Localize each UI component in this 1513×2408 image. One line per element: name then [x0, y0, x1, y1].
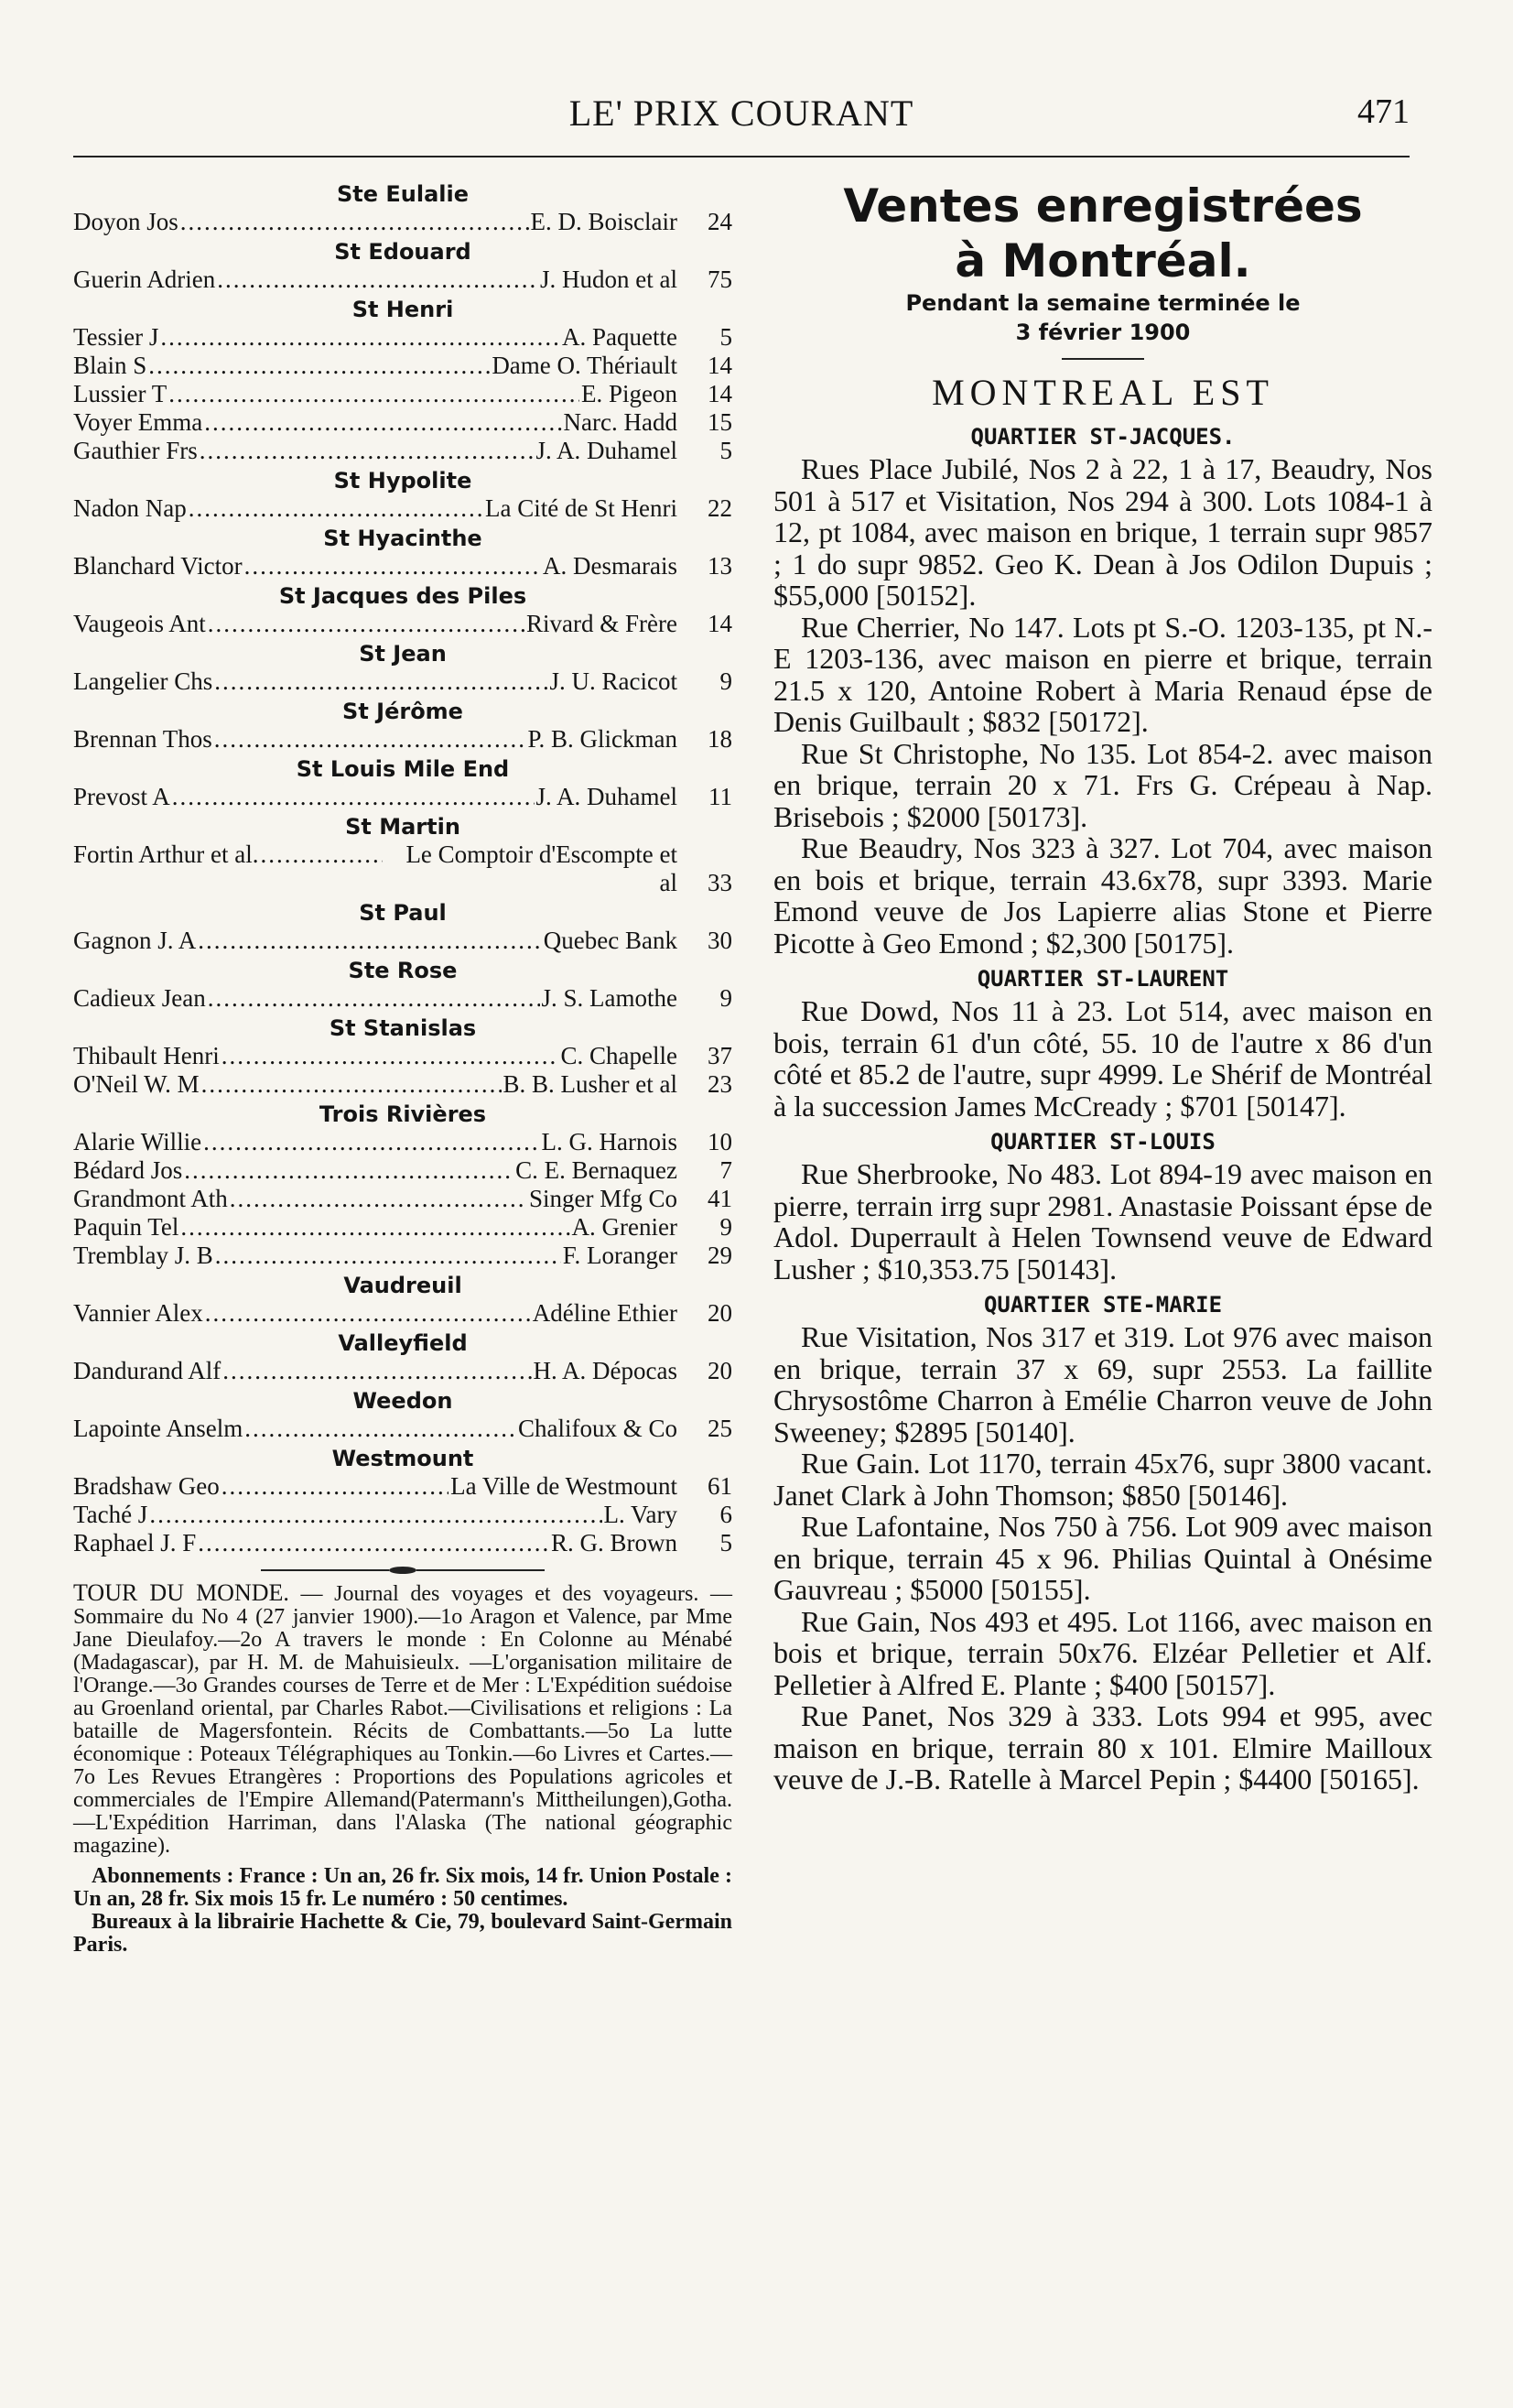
transaction-row: [73, 437, 732, 465]
amount: 15: [708, 408, 732, 436]
dot-leader: [148, 352, 490, 380]
transaction-row: [73, 1128, 732, 1156]
amount: 5: [719, 323, 732, 351]
locality-heading: St Jean: [359, 641, 447, 667]
defendant-name: Guerin Adrien: [73, 266, 216, 293]
sales-title-line1: Ventes enregistrées: [843, 179, 1363, 233]
transaction-row: [73, 1357, 732, 1385]
dot-leader: [222, 1357, 531, 1385]
plaintiff-name: J. A. Duhamel: [535, 437, 677, 464]
sale-entry: Rue Cherrier, No 147. Lots pt S.-O. 1203-135, pt N.-E 1203-136, avec maison en pierre et brique, terrain 21.5 x 120, Antoine Robert à Maria Renaud épse de Denis Guilbault ; $832 [50172].: [773, 610, 1432, 738]
tour-text: — Journal des voyages et des voyageurs. — Sommaire du No 4 (27 janvier 1900).—1o Aragon et Valence, par Mme Jane Dieulafoy.—2o A travers le monde : En Colonne au Ménabé (Madagascar), par H. M. de Mahuisieulx. —L'organisation militaire de l'Orange.—3o Grandes courses de Terre et de Mer : L'Expédition suédoise au Groenland oriental, par Charles Rabot.—Civilisations et religions : La bataille de Magersfontein. Récits de Combattants.—5o La lutte économique : Poteaux Télégraphiques au Tonkin.—6o Livres et Cartes.—7o Les Revues Etrangères : Proportions des Populations agricoles et commerciales de l'Empire Allemand(Patermann's Mittheilungen),Gotha. —L'Expédition Harriman, dans l'Alaska (The national géographic magazine).: [73, 1582, 732, 1858]
quartiers-list: [773, 420, 1432, 1795]
quartier-heading: QUARTIER STE-MARIE: [983, 1292, 1223, 1318]
amount: 6: [719, 1501, 732, 1528]
quartier-heading: QUARTIER ST-LOUIS: [990, 1129, 1216, 1155]
left-column: [73, 179, 732, 1957]
defendant-name: Bradshaw Geo: [73, 1472, 220, 1500]
transaction-row: [73, 1472, 732, 1501]
locality-heading: St Hypolite: [333, 468, 472, 494]
header-rule: [73, 156, 1410, 157]
sale-entry: Rue Beaudry, Nos 323 à 327. Lot 704, avec maison en bois et brique, terrain 43.6x78, supr 3393. Marie Emond veuve de Jos Lapierre alias Stone et Pierre Picotte à Geo Emond ; $2,300 [50175].: [773, 831, 1432, 960]
dot-leader: [230, 1185, 527, 1213]
transaction-row: [73, 725, 732, 754]
amount: 14: [708, 352, 732, 379]
transaction-row: [73, 1185, 732, 1213]
transactions-list: [73, 180, 732, 1557]
defendant-name: Lussier T: [73, 380, 168, 407]
dot-leader: [244, 552, 541, 580]
transaction-row: [73, 323, 732, 352]
transaction-row: [73, 1156, 732, 1185]
dot-leader: [160, 323, 560, 352]
amount: 7: [719, 1156, 732, 1184]
defendant-name: Paquin Tel: [73, 1213, 179, 1241]
defendant-name: Voyer Emma: [73, 408, 203, 436]
plaintiff-name: L. G. Harnois: [541, 1128, 677, 1155]
ornament-dot: [389, 1567, 416, 1574]
amount: 33: [708, 869, 732, 896]
transaction-row: [73, 1242, 732, 1270]
bureaux-text: Bureaux à la librairie Hachette & Cie, 79, boulevard Saint-Germain Paris.: [73, 1910, 732, 1957]
amount: 61: [708, 1472, 732, 1500]
amount: 9: [719, 1213, 732, 1241]
amount: 23: [708, 1070, 732, 1098]
amount: 5: [719, 1529, 732, 1557]
defendant-name: Vannier Alex: [73, 1299, 203, 1327]
transaction-row: [73, 927, 732, 955]
sale-entry: Rue Gain, Nos 493 et 495. Lot 1166, avec maison en bois et brique, terrain 50x76. Elzéar Pelletier et Alf. Pelletier à Alfred E. Plante ; $400 [50157].: [773, 1604, 1432, 1701]
plaintiff-name: Le Comptoir d'Escompte et al: [405, 841, 677, 896]
plaintiff-name: J. Hudon et al: [540, 266, 677, 293]
dot-leader: [180, 1213, 569, 1242]
sales-subtitle-line1: Pendant la semaine terminée le: [905, 290, 1301, 316]
defendant-name: Tessier J: [73, 323, 159, 351]
transaction-row: [73, 380, 732, 408]
plaintiff-name: Chalifoux & Co: [518, 1415, 677, 1442]
defendant-name: Prevost A: [73, 783, 170, 810]
locality-heading: Trois Rivières: [319, 1101, 487, 1127]
defendant-name: Blanchard Victor: [73, 552, 243, 580]
defendant-name: Dandurand Alf: [73, 1357, 222, 1384]
tour-du-monde-notice: [73, 1581, 732, 1858]
amount: 5: [719, 437, 732, 464]
defendant-name: Langelier Chs: [73, 667, 213, 695]
locality-heading: Weedon: [352, 1388, 453, 1414]
locality-heading: St Jérôme: [342, 699, 463, 724]
dot-leader: [172, 783, 535, 811]
plaintiff-name: Dame O. Thériault: [492, 352, 677, 379]
defendant-name: Gagnon J. A: [73, 927, 197, 954]
locality-heading: Ste Rose: [348, 958, 458, 983]
plaintiff-name: P. B. Glickman: [527, 725, 677, 753]
plaintiff-name: Quebec Bank: [543, 927, 677, 954]
plaintiff-name: Singer Mfg Co: [529, 1185, 677, 1212]
sale-entry: Rues Place Jubilé, Nos 2 à 22, 1 à 17, Beaudry, Nos 501 à 517 et Visitation, Nos 294 à 300. Lots 1084-1 à 12, pt 1084, avec maison en brique, 1 terrain supr 9857 ; 1 do supr 9852. Geo K. Dean à Jos Odilon Dupuis ; $55,000 [50152].: [773, 452, 1432, 612]
quartier-heading: QUARTIER ST-LAURENT: [977, 966, 1229, 992]
dot-leader: [214, 725, 526, 754]
transaction-row: [73, 1529, 732, 1557]
dot-leader: [180, 208, 529, 236]
defendant-name: Doyon Jos: [73, 208, 178, 235]
amount: 24: [708, 208, 732, 235]
sale-entry: Rue Dowd, Nos 11 à 23. Lot 514, avec maison en bois, terrain 61 d'un côté, 55. 10 de l'autre x 86 d'un côté et 85.2 de l'autre, supr 4999. Le Shérif de Montréal à la succession James McCready ; $701 [50147].: [773, 994, 1432, 1123]
defendant-name: Lapointe Anselm: [73, 1415, 243, 1442]
plaintiff-name: B. B. Lusher et al: [503, 1070, 677, 1098]
locality-heading: Ste Eulalie: [336, 181, 470, 207]
amount: 41: [708, 1185, 732, 1212]
locality-heading: St Stanislas: [329, 1015, 477, 1041]
sales-title-line2: à Montréal.: [955, 234, 1251, 287]
sale-entry: Rue Panet, Nos 329 à 333. Lots 994 et 995, avec maison en brique, terrain 80 x 101. Elmire Mailloux veuve de J.-B. Ratelle à Marcel Pepin ; $4400 [50165].: [773, 1699, 1432, 1795]
dot-leader: [200, 437, 535, 465]
dot-leader: [215, 1242, 561, 1270]
page-number: 471: [1357, 92, 1410, 131]
defendant-name: Gauthier Frs: [73, 437, 198, 464]
plaintiff-name: E. Pigeon: [581, 380, 677, 407]
plaintiff-name: Narc. Hadd: [563, 408, 677, 436]
dot-leader: [244, 1415, 516, 1443]
plaintiff-name: A. Desmarais: [543, 552, 677, 580]
page-header: [73, 92, 1410, 137]
locality-heading: Valleyfield: [338, 1330, 468, 1356]
ornament-bar-right: [416, 1569, 545, 1571]
amount: 29: [708, 1242, 732, 1269]
ornament-divider: [73, 1567, 732, 1574]
sale-entry: Rue Visitation, Nos 317 et 319. Lot 976 avec maison en brique, terrain 37 x 69, supr 2553. La faillite Chrysostôme Charron à Emélie Charron veuve de John Sweeney; $2895 [50140].: [773, 1320, 1432, 1448]
tour-lead: TOUR DU MONDE.: [73, 1579, 289, 1606]
defendant-name: Taché J: [73, 1501, 148, 1528]
locality-heading: Vaudreuil: [343, 1273, 462, 1298]
dot-leader: [168, 380, 579, 408]
transaction-row: [73, 1501, 732, 1529]
defendant-name: Nadon Nap: [73, 494, 187, 522]
dot-leader: [203, 1128, 539, 1156]
dot-leader: [198, 927, 542, 955]
transaction-row: [73, 408, 732, 437]
dot-leader: [260, 841, 383, 869]
ornament-bar-left: [261, 1569, 389, 1571]
locality-heading: St Hyacinthe: [323, 526, 482, 551]
abonnements-text: Abonnements : France : Un an, 26 fr. Six mois, 14 fr. Union Postale : Un an, 28 fr. Six mois 15 fr. Le numéro : 50 centimes.: [73, 1864, 732, 1911]
locality-heading: Westmount: [331, 1446, 474, 1471]
plaintiff-name: C. Chapelle: [560, 1042, 677, 1069]
defendant-name: Grandmont Ath: [73, 1185, 228, 1212]
plaintiff-name: A. Paquette: [562, 323, 677, 351]
defendant-name: Bédard Jos: [73, 1156, 183, 1184]
quartier-heading: QUARTIER ST-JACQUES.: [970, 424, 1236, 450]
defendant-name: Thibault Henri: [73, 1042, 220, 1069]
plaintiff-name: E. D. Boisclair: [530, 208, 677, 235]
defendant-name: Fortin Arthur et al.: [73, 841, 259, 868]
plaintiff-name: F. Loranger: [562, 1242, 677, 1269]
plaintiff-name: Rivard & Frère: [526, 610, 677, 637]
locality-heading: St Henri: [351, 297, 454, 322]
transaction-row: [73, 610, 732, 638]
transaction-row: [73, 266, 732, 294]
amount: 11: [708, 783, 732, 810]
amount: 75: [708, 266, 732, 293]
amount: 10: [708, 1128, 732, 1155]
dot-leader: [214, 667, 547, 696]
amount: 20: [708, 1299, 732, 1327]
dot-leader: [217, 266, 538, 294]
dot-leader: [205, 1299, 531, 1328]
city-heading: MONTREAL EST: [932, 372, 1274, 413]
dot-leader: [208, 610, 524, 638]
locality-heading: St Paul: [359, 900, 447, 926]
plaintiff-name: R. G. Brown: [550, 1529, 677, 1557]
amount: 18: [708, 725, 732, 753]
amount: 20: [708, 1357, 732, 1384]
defendant-name: O'Neil W. M: [73, 1070, 200, 1098]
dot-leader: [184, 1156, 513, 1185]
transaction-row: [73, 667, 732, 696]
plaintiff-name: L. Vary: [603, 1501, 677, 1528]
sale-entry: Rue Gain. Lot 1170, terrain 45x76, supr 3800 vacant. Janet Clark à John Thomson; $850 [50146].: [773, 1447, 1432, 1512]
plaintiff-name: H. A. Dépocas: [533, 1357, 677, 1384]
locality-heading: St Edouard: [334, 239, 471, 265]
transaction-row: [73, 841, 732, 897]
locality-heading: St Louis Mile End: [296, 756, 510, 782]
plaintiff-name: J. A. Duhamel: [535, 783, 677, 810]
dot-leader: [201, 1070, 502, 1099]
dot-leader: [198, 1529, 549, 1557]
amount: 13: [708, 552, 732, 580]
amount: 25: [708, 1415, 732, 1442]
defendant-name: Cadieux Jean: [73, 984, 206, 1012]
transaction-row: [73, 494, 732, 523]
sale-entry: Rue Lafontaine, Nos 750 à 756. Lot 909 avec maison en brique, terrain 45 x 96. Philias Quintal à Onésime Gauvreau ; $5000 [50155].: [773, 1510, 1432, 1606]
amount: 14: [708, 610, 732, 637]
plaintiff-name: C. E. Bernaquez: [515, 1156, 677, 1184]
dot-leader: [189, 494, 483, 523]
transaction-row: [73, 1070, 732, 1099]
sale-entry: Rue St Christophe, No 135. Lot 854-2. avec maison en brique, terrain 20 x 71. Frs G. Crépeau à Nap. Brisebois ; $2000 [50173].: [773, 736, 1432, 833]
journal-title: LE' PRIX COURANT: [568, 92, 914, 134]
locality-heading: St Martin: [345, 814, 460, 840]
dot-leader: [222, 1042, 559, 1070]
sales-subtitle-line2: 3 février 1900: [1015, 320, 1191, 345]
amount: 22: [708, 494, 732, 522]
subscription-info: [73, 1865, 732, 1957]
transaction-row: [73, 1042, 732, 1070]
plaintiff-name: La Ville de Westmount: [450, 1472, 677, 1500]
title-rule: [1062, 358, 1144, 360]
transaction-row: [73, 552, 732, 580]
dot-leader: [204, 408, 561, 437]
plaintiff-name: J. U. Racicot: [549, 667, 677, 695]
defendant-name: Vaugeois Ant: [73, 610, 206, 637]
transaction-row: [73, 1299, 732, 1328]
defendant-name: Alarie Willie: [73, 1128, 202, 1155]
transaction-row: [73, 984, 732, 1013]
amount: 14: [708, 380, 732, 407]
plaintiff-name: La Cité de St Henri: [485, 494, 677, 522]
amount: 37: [708, 1042, 732, 1069]
defendant-name: Blain S: [73, 352, 147, 379]
plaintiff-name: J. S. Lamothe: [541, 984, 677, 1012]
transaction-row: [73, 1415, 732, 1443]
defendant-name: Raphael J. F: [73, 1529, 197, 1557]
transaction-row: [73, 352, 732, 380]
transaction-row: [73, 208, 732, 236]
dot-leader: [149, 1501, 601, 1529]
locality-heading: St Jacques des Piles: [278, 583, 527, 609]
defendant-name: Tremblay J. B: [73, 1242, 213, 1269]
dot-leader: [208, 984, 540, 1013]
transaction-row: [73, 1213, 732, 1242]
right-column: [773, 179, 1432, 1795]
transaction-row: [73, 783, 732, 811]
plaintiff-name: A. Grenier: [571, 1213, 677, 1241]
amount: 9: [719, 667, 732, 695]
plaintiff-name: Adéline Ethier: [532, 1299, 677, 1327]
sale-entry: Rue Sherbrooke, No 483. Lot 894-19 avec maison en pierre, terrain irrg supr 2981. Anastasie Poissant épse de Adol. Duperrault à Helen Townsend veuve de Edward Lusher ; $10,353.75 [50143].: [773, 1157, 1432, 1285]
amount: 9: [719, 984, 732, 1012]
dot-leader: [222, 1472, 448, 1501]
defendant-name: Brennan Thos: [73, 725, 212, 753]
amount: 30: [708, 927, 732, 954]
